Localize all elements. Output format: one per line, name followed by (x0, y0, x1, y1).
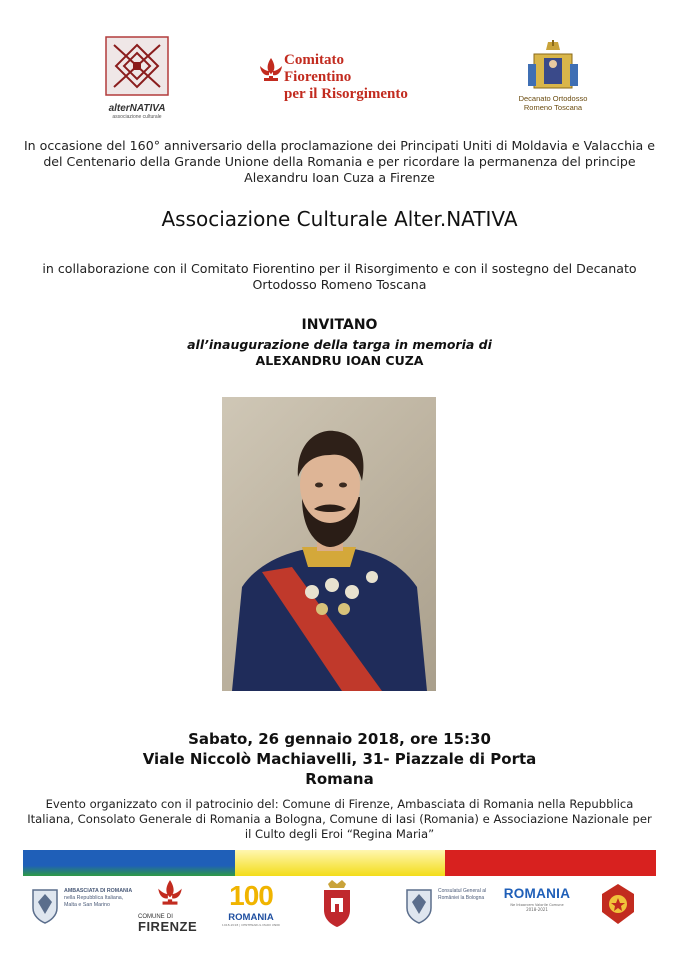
iasi-crest-icon (322, 878, 352, 928)
centenario-number: 100 (229, 880, 273, 911)
invite-subtitle: all’inaugurazione della targa in memoria di (187, 337, 492, 352)
iasi-coat-of-arms (322, 878, 352, 930)
firenze-word: FIRENZE (138, 919, 198, 934)
ambasciata-line2: nella Repubblica Italiana, (64, 895, 124, 901)
event-address-line1: Viale Niccolò Machiavelli, 31- Piazzale di Porta (142, 750, 537, 768)
alternativa-brand: alterNATIVA (108, 103, 166, 114)
centenario-sub: 1918-2018 | CENTENARUL MARII UNIRI (221, 923, 281, 927)
romania-coat-of-arms-icon (30, 884, 60, 924)
consolato-logo (404, 882, 504, 928)
comune-firenze-logo (138, 878, 202, 934)
cuza-portrait-icon (222, 397, 436, 691)
romania-brand-years: 2018-2021 (526, 907, 548, 912)
orthodox-icon (528, 40, 578, 92)
alternativa-logo (104, 35, 170, 125)
event-address-line2: Romana (305, 770, 374, 788)
flag-red (445, 850, 656, 876)
florentine-lily-icon (156, 878, 184, 910)
regina-maria-logo (598, 882, 638, 926)
event-info (0, 729, 679, 789)
ambasciata-logo (30, 882, 140, 928)
comitato-line1: Comitato Fiorentino (284, 52, 352, 85)
ambasciata-line1: AMBASCIATA DI ROMANIA (64, 888, 133, 894)
firenze-di: DI (166, 914, 173, 920)
honoree-name: ALEXANDRU IOAN CUZA (255, 353, 424, 368)
comitato-line2: per il Risorgimento (284, 86, 408, 102)
intro-text: In occasione del 160° anniversario della proclamazione dei Principati Uniti di Moldavia e Valacchia e del Centenario della Grande Unione della Romania e per ricordare la permanenza del principe Alexandru Ioan Cuza a Firenze (23, 138, 656, 185)
comitato-logo (258, 48, 408, 102)
decanato-line2: Romeno Toscana (523, 103, 583, 112)
association-title: Associazione Culturale Alter.NATIVA (161, 207, 518, 231)
alternativa-emblem-icon (104, 35, 170, 97)
flag-blue (23, 850, 235, 876)
florentine-lily-icon (258, 56, 284, 86)
consolato-line1: Consulatul General al (438, 888, 487, 894)
flag-yellow (235, 850, 445, 876)
patronage-text: Evento organizzato con il patrocinio del: Comune di Firenze, Ambasciata di Romania nella Repubblica Italiana, Consolato Generale di Romania a Bologna, Comune di Iasi (Romania) e Associazione Nazionale per il Culto degli Eroi “Regina Maria” (27, 797, 652, 841)
decanato-logo (508, 40, 598, 112)
romania-brand-word: ROMANIA (503, 886, 571, 901)
centenario-logo (218, 880, 284, 930)
decanato-line1: Decanato Ortodosso (518, 94, 588, 103)
ambasciata-line3: Malta e San Marino (64, 902, 110, 908)
romania-coat-of-arms-icon (404, 884, 434, 924)
invite-title: INVITANO (301, 317, 378, 333)
collaboration-text: in collaborazione con il Comitato Fiorentino per il Risorgimento e con il sostegno del Decanato Ortodosso Romeno Toscana (42, 261, 637, 292)
centenario-word: ROMANIA (228, 912, 274, 923)
consolato-line2: României la Bologna (438, 895, 485, 901)
comune-word: COMUNE (138, 914, 165, 920)
romania-brand-sub: Ne întoarcem Valorile Comune (510, 903, 564, 907)
portrait (222, 397, 436, 691)
romania-brand-logo (500, 886, 574, 926)
event-date: Sabato, 26 gennaio 2018, ore 15:30 (188, 730, 491, 748)
heroes-association-emblem-icon (598, 882, 638, 926)
alternativa-tagline: associazione culturale (112, 114, 162, 120)
